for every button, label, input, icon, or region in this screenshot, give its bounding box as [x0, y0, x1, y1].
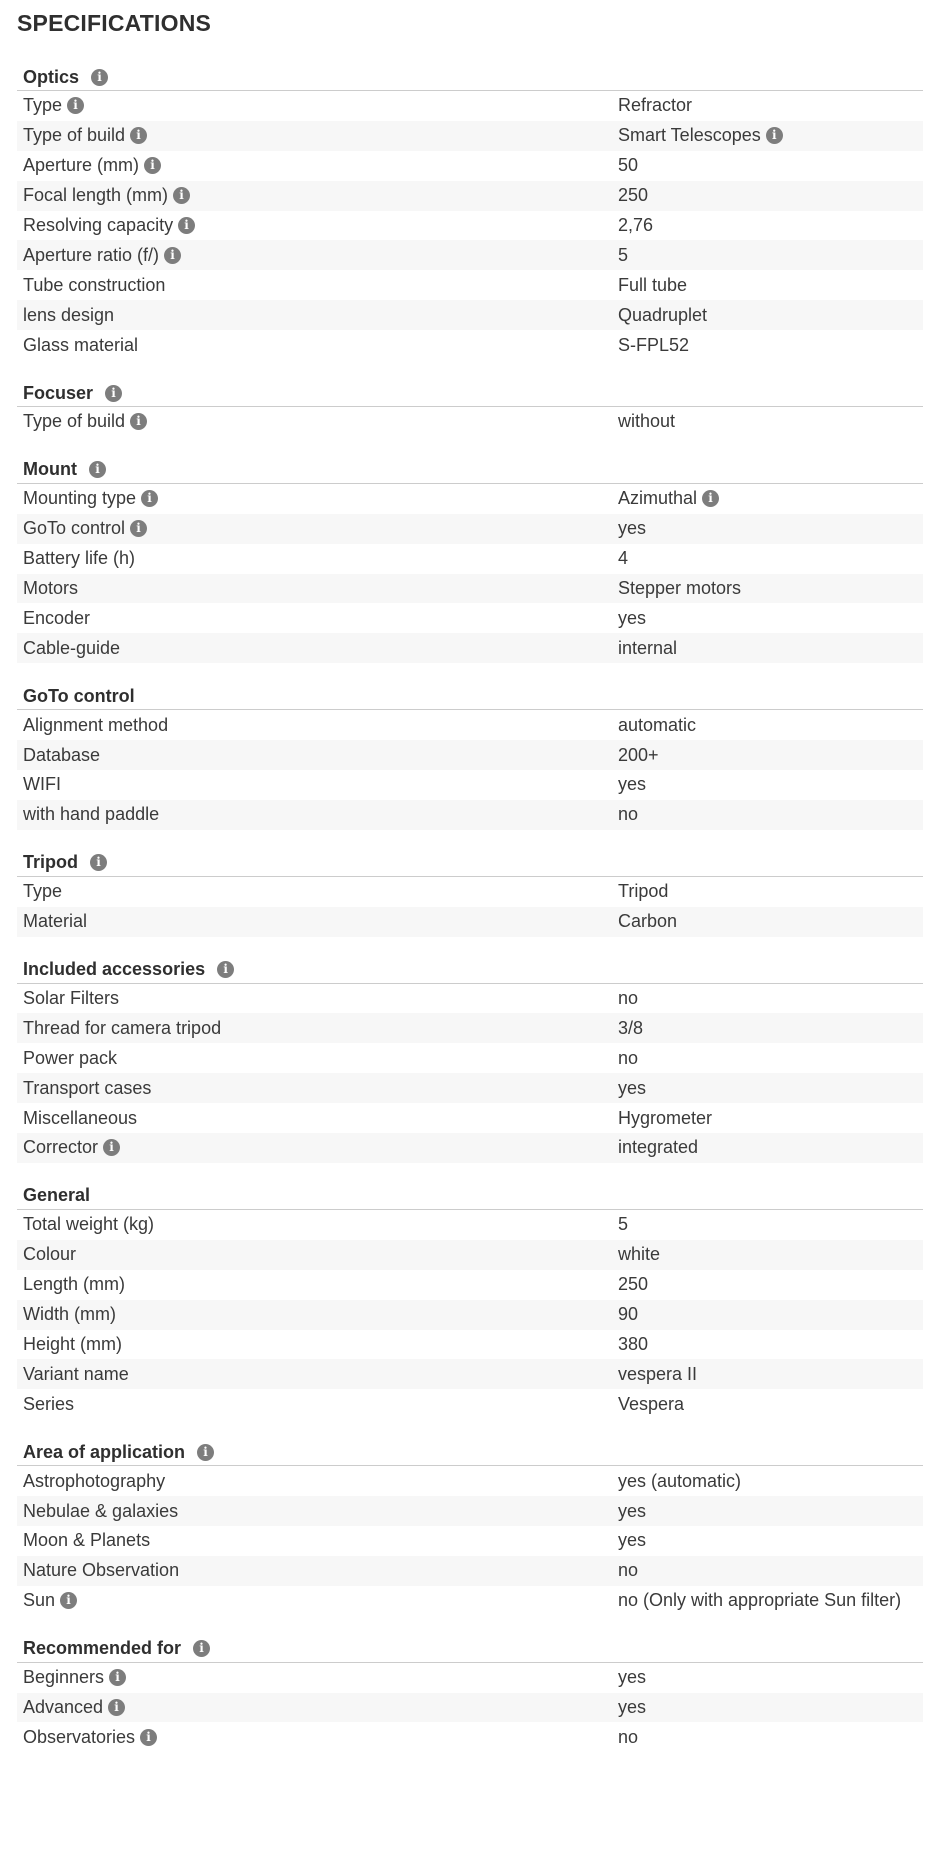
spec-value: 90	[618, 1304, 639, 1325]
spec-value-cell	[618, 638, 923, 659]
spec-label: Tube construction	[23, 274, 166, 295]
spec-row	[17, 1663, 923, 1693]
spec-value: yes	[618, 1077, 647, 1098]
spec-row	[17, 270, 923, 300]
spec-label: Power pack	[23, 1047, 118, 1068]
spec-value-cell	[618, 215, 923, 236]
spec-label-cell	[17, 245, 618, 266]
spec-row	[17, 1330, 923, 1360]
section-title: Area of application	[23, 1441, 186, 1462]
spec-value: 200+	[618, 744, 659, 765]
spec-row	[17, 407, 923, 437]
spec-value: yes (automatic)	[618, 1470, 742, 1491]
info-icon[interactable]: i	[144, 157, 161, 174]
spec-label-cell	[17, 804, 618, 825]
spec-row	[17, 1389, 923, 1419]
page-title: SPECIFICATIONS	[17, 10, 212, 36]
spec-label: Type of build	[23, 125, 126, 146]
info-icon[interactable]: i	[89, 461, 106, 478]
spec-row	[17, 1210, 923, 1240]
spec-value: Smart Telescopes	[618, 125, 761, 146]
spec-row	[17, 514, 923, 544]
spec-value-cell	[618, 911, 923, 932]
spec-value-cell	[618, 305, 923, 326]
section-title: Tripod	[23, 852, 78, 873]
spec-label: Nature Observation	[23, 1560, 180, 1581]
spec-value: Full tube	[618, 274, 688, 295]
info-icon[interactable]: i	[766, 127, 783, 144]
spec-value-cell	[618, 1334, 923, 1355]
spec-row	[17, 907, 923, 937]
spec-value-cell	[618, 1018, 923, 1039]
spec-row	[17, 211, 923, 241]
spec-value: yes	[618, 607, 647, 628]
spec-row	[17, 800, 923, 830]
spec-row	[17, 633, 923, 663]
spec-label-cell	[17, 215, 618, 236]
info-icon[interactable]: i	[164, 247, 181, 264]
spec-row	[17, 770, 923, 800]
spec-label: with hand paddle	[23, 804, 160, 825]
spec-label-cell	[17, 548, 618, 569]
spec-value-cell	[618, 1501, 923, 1522]
spec-label-cell	[17, 1667, 618, 1688]
spec-label: Mounting type	[23, 488, 137, 509]
section-title: Optics	[23, 66, 80, 87]
spec-row	[17, 1693, 923, 1723]
section-title: Focuser	[23, 382, 94, 403]
spec-value-cell	[618, 1274, 923, 1295]
section-title: General	[23, 1185, 91, 1206]
spec-label-cell	[17, 1501, 618, 1522]
spec-value-cell	[618, 95, 923, 116]
spec-label-cell	[17, 125, 618, 146]
spec-label-cell	[17, 1590, 618, 1611]
spec-label-cell	[17, 881, 618, 902]
spec-label-cell	[17, 1274, 618, 1295]
spec-row	[17, 300, 923, 330]
spec-label-cell	[17, 275, 618, 296]
spec-label-cell	[17, 1018, 618, 1039]
spec-label: Astrophotography	[23, 1470, 166, 1491]
spec-value-cell	[618, 1590, 923, 1611]
spec-rows	[17, 877, 923, 937]
spec-label-cell	[17, 638, 618, 659]
spec-value: 250	[618, 185, 649, 206]
spec-row	[17, 1013, 923, 1043]
spec-label: Total weight (kg)	[23, 1214, 155, 1235]
spec-value: automatic	[618, 714, 697, 735]
spec-row	[17, 1300, 923, 1330]
spec-value-cell	[618, 774, 923, 795]
spec-value-cell	[618, 548, 923, 569]
spec-label: Solar Filters	[23, 988, 120, 1009]
spec-section-included-accessories	[17, 957, 923, 1163]
spec-value: Vespera	[618, 1393, 685, 1414]
spec-value-cell	[618, 185, 923, 206]
spec-value-cell	[618, 1560, 923, 1581]
spec-label-cell	[17, 488, 618, 509]
spec-label-cell	[17, 305, 618, 326]
spec-value-cell	[618, 1364, 923, 1385]
spec-label: Glass material	[23, 334, 139, 355]
spec-value-cell	[618, 1078, 923, 1099]
spec-section-optics	[17, 64, 923, 360]
spec-row	[17, 1466, 923, 1496]
info-icon[interactable]: i	[193, 1640, 210, 1657]
spec-value-cell	[618, 275, 923, 296]
spec-row	[17, 1103, 923, 1133]
section-title: Recommended for	[23, 1638, 182, 1659]
spec-label: Database	[23, 744, 101, 765]
spec-label: Motors	[23, 578, 79, 599]
info-icon[interactable]: i	[130, 520, 147, 537]
spec-label-cell	[17, 1078, 618, 1099]
spec-row	[17, 1722, 923, 1752]
spec-section-general	[17, 1183, 923, 1419]
section-header	[17, 683, 923, 710]
spec-row	[17, 1133, 923, 1163]
spec-row	[17, 121, 923, 151]
spec-label-cell	[17, 608, 618, 629]
spec-value-cell	[618, 1530, 923, 1551]
spec-value: 5	[618, 244, 629, 265]
spec-section-recommended-for	[17, 1636, 923, 1753]
info-icon[interactable]: i	[173, 187, 190, 204]
spec-value-cell	[618, 1471, 923, 1492]
spec-value: yes	[618, 1530, 647, 1551]
spec-label: Alignment method	[23, 714, 169, 735]
spec-value-cell	[618, 488, 923, 509]
spec-label-cell	[17, 185, 618, 206]
spec-value-cell	[618, 1108, 923, 1129]
spec-value-cell	[618, 1667, 923, 1688]
info-icon[interactable]: i	[130, 413, 147, 430]
spec-label-cell	[17, 411, 618, 432]
spec-label-cell	[17, 1048, 618, 1069]
spec-label: Encoder	[23, 607, 91, 628]
spec-label: Nebulae & galaxies	[23, 1500, 179, 1521]
spec-value: no	[618, 1726, 639, 1747]
spec-value: 2,76	[618, 215, 654, 235]
spec-label-cell	[17, 1304, 618, 1325]
spec-label-cell	[17, 1334, 618, 1355]
section-header	[17, 64, 923, 91]
spec-label-cell	[17, 95, 618, 116]
spec-value: no	[618, 988, 639, 1009]
spec-label-cell	[17, 1560, 618, 1581]
spec-value: Quadruplet	[618, 304, 708, 325]
section-title: Mount	[23, 459, 77, 480]
spec-value-cell	[618, 1304, 923, 1325]
spec-value: no	[618, 1047, 639, 1068]
spec-value: Stepper motors	[618, 578, 742, 599]
spec-label: Sun	[23, 1590, 56, 1611]
spec-label: Thread for camera tripod	[23, 1017, 222, 1038]
spec-row	[17, 151, 923, 181]
spec-label: Miscellaneous	[23, 1107, 138, 1128]
spec-value-cell	[618, 804, 923, 825]
spec-row	[17, 544, 923, 574]
spec-label-cell	[17, 155, 618, 176]
section-header	[17, 1439, 923, 1466]
info-icon[interactable]: i	[91, 69, 108, 86]
spec-label-cell	[17, 715, 618, 736]
spec-label: Aperture (mm)	[23, 155, 140, 176]
spec-label-cell	[17, 745, 618, 766]
spec-label: Corrector	[23, 1137, 99, 1158]
spec-row	[17, 603, 923, 633]
spec-value: yes	[618, 774, 647, 795]
spec-value: yes	[618, 1667, 647, 1688]
info-icon[interactable]: i	[109, 1669, 126, 1686]
section-header	[17, 1183, 923, 1210]
spec-rows	[17, 984, 923, 1163]
info-icon[interactable]: i	[103, 1139, 120, 1156]
spec-row	[17, 1359, 923, 1389]
spec-value-cell	[618, 745, 923, 766]
section-header	[17, 957, 923, 984]
spec-value: no	[618, 1560, 639, 1581]
info-icon[interactable]: i	[60, 1592, 77, 1609]
spec-value-cell	[618, 578, 923, 599]
spec-row	[17, 877, 923, 907]
spec-label: Beginners	[23, 1667, 105, 1688]
spec-rows	[17, 1663, 923, 1753]
spec-row	[17, 1073, 923, 1103]
spec-label: Advanced	[23, 1696, 104, 1717]
spec-value-cell	[618, 1244, 923, 1265]
spec-value: Hygrometer	[618, 1107, 713, 1128]
spec-label: Series	[23, 1393, 75, 1414]
spec-rows	[17, 407, 923, 437]
spec-value: no	[618, 804, 639, 825]
spec-value-cell	[618, 411, 923, 432]
spec-row	[17, 984, 923, 1014]
spec-label-cell	[17, 1137, 618, 1158]
spec-value: 250	[618, 1274, 649, 1295]
spec-label: Length (mm)	[23, 1274, 126, 1295]
spec-value-cell	[618, 1697, 923, 1718]
spec-label-cell	[17, 1394, 618, 1415]
spec-label: Moon & Planets	[23, 1530, 151, 1551]
spec-value: 380	[618, 1333, 649, 1354]
spec-label: GoTo control	[23, 518, 126, 539]
info-icon[interactable]: i	[108, 1699, 125, 1716]
spec-value: 3/8	[618, 1017, 644, 1038]
spec-row	[17, 1526, 923, 1556]
spec-value: Azimuthal	[618, 488, 698, 509]
spec-value-cell	[618, 245, 923, 266]
spec-label-cell	[17, 1214, 618, 1235]
info-icon[interactable]: i	[90, 854, 107, 871]
spec-row	[17, 574, 923, 604]
spec-label-cell	[17, 335, 618, 356]
spec-label: Type	[23, 95, 63, 116]
spec-label-cell	[17, 1108, 618, 1129]
spec-label: Aperture ratio (f/)	[23, 244, 160, 265]
spec-value-cell	[618, 335, 923, 356]
section-title: GoTo control	[23, 685, 135, 706]
info-icon[interactable]: i	[105, 385, 122, 402]
spec-label: Focal length (mm)	[23, 185, 169, 206]
spec-label: Width (mm)	[23, 1304, 116, 1325]
spec-label: Transport cases	[23, 1077, 152, 1098]
spec-value: Carbon	[618, 911, 678, 932]
spec-value: no (Only with appropriate Sun filter)	[618, 1590, 902, 1611]
spec-value-cell	[618, 988, 923, 1009]
section-header	[17, 850, 923, 877]
spec-value-cell	[618, 1048, 923, 1069]
section-header	[17, 1636, 923, 1663]
spec-label-cell	[17, 911, 618, 932]
spec-value-cell	[618, 881, 923, 902]
spec-section-mount	[17, 457, 923, 663]
spec-row	[17, 181, 923, 211]
spec-value-cell	[618, 1727, 923, 1748]
spec-rows	[17, 710, 923, 830]
spec-row	[17, 1043, 923, 1073]
spec-value: without	[618, 411, 676, 432]
spec-label-cell	[17, 1244, 618, 1265]
spec-value: white	[618, 1244, 661, 1265]
spec-value-cell	[618, 715, 923, 736]
spec-label-cell	[17, 774, 618, 795]
spec-value: internal	[618, 637, 678, 658]
spec-section-area-of-application	[17, 1439, 923, 1615]
spec-value: vespera II	[618, 1363, 698, 1384]
spec-row	[17, 240, 923, 270]
info-icon[interactable]: i	[140, 1729, 157, 1746]
spec-row	[17, 740, 923, 770]
spec-value: Refractor	[618, 95, 693, 116]
spec-value-cell	[618, 608, 923, 629]
info-icon[interactable]: i	[197, 1444, 214, 1461]
spec-value-cell	[618, 518, 923, 539]
spec-value: S-FPL52	[618, 334, 690, 355]
section-title: Included accessories	[23, 959, 206, 980]
specifications-sections	[17, 64, 923, 1752]
spec-rows	[17, 484, 923, 663]
info-icon[interactable]: i	[141, 490, 158, 507]
section-header	[17, 380, 923, 407]
spec-section-tripod	[17, 850, 923, 937]
spec-value: Tripod	[618, 881, 669, 902]
spec-value: 50	[618, 155, 639, 176]
spec-value: yes	[618, 1696, 647, 1717]
spec-rows	[17, 1210, 923, 1419]
spec-label-cell	[17, 1471, 618, 1492]
spec-section-focuser	[17, 380, 923, 437]
spec-label: lens design	[23, 304, 115, 325]
spec-value-cell	[618, 1394, 923, 1415]
spec-label: Colour	[23, 1244, 77, 1265]
spec-value: 5	[618, 1214, 629, 1235]
spec-label-cell	[17, 988, 618, 1009]
spec-value: integrated	[618, 1137, 699, 1158]
spec-value: 4	[618, 548, 629, 569]
spec-label-cell	[17, 1697, 618, 1718]
spec-value-cell	[618, 1214, 923, 1235]
spec-value-cell	[618, 1137, 923, 1158]
info-icon[interactable]: i	[130, 127, 147, 144]
spec-row	[17, 1496, 923, 1526]
spec-label-cell	[17, 1530, 618, 1551]
spec-row	[17, 1586, 923, 1616]
spec-label: Battery life (h)	[23, 548, 136, 569]
spec-row	[17, 1556, 923, 1586]
spec-label-cell	[17, 1727, 618, 1748]
spec-label: Variant name	[23, 1363, 129, 1384]
section-header	[17, 457, 923, 484]
spec-row	[17, 484, 923, 514]
spec-label: Resolving capacity	[23, 215, 174, 235]
info-icon[interactable]: i	[217, 961, 234, 978]
spec-section-goto-control	[17, 683, 923, 830]
spec-value: yes	[618, 1500, 647, 1521]
spec-row	[17, 1270, 923, 1300]
spec-label: Observatories	[23, 1726, 136, 1747]
spec-label: WIFI	[23, 774, 61, 795]
spec-value-cell	[618, 155, 923, 176]
info-icon[interactable]: i	[67, 97, 84, 114]
spec-rows	[17, 91, 923, 360]
spec-label: Type	[23, 881, 63, 902]
spec-row	[17, 91, 923, 121]
spec-label-cell	[17, 1364, 618, 1385]
spec-label-cell	[17, 578, 618, 599]
spec-value: yes	[618, 518, 647, 539]
info-icon[interactable]: i	[702, 490, 719, 507]
spec-row	[17, 330, 923, 360]
spec-rows	[17, 1466, 923, 1615]
spec-label: Height (mm)	[23, 1333, 123, 1354]
spec-label-cell	[17, 518, 618, 539]
spec-label: Type of build	[23, 411, 126, 432]
info-icon[interactable]: i	[178, 217, 195, 234]
spec-row	[17, 1240, 923, 1270]
spec-label: Cable-guide	[23, 637, 121, 658]
spec-row	[17, 710, 923, 740]
spec-label: Material	[23, 911, 88, 932]
spec-value-cell	[618, 125, 923, 146]
